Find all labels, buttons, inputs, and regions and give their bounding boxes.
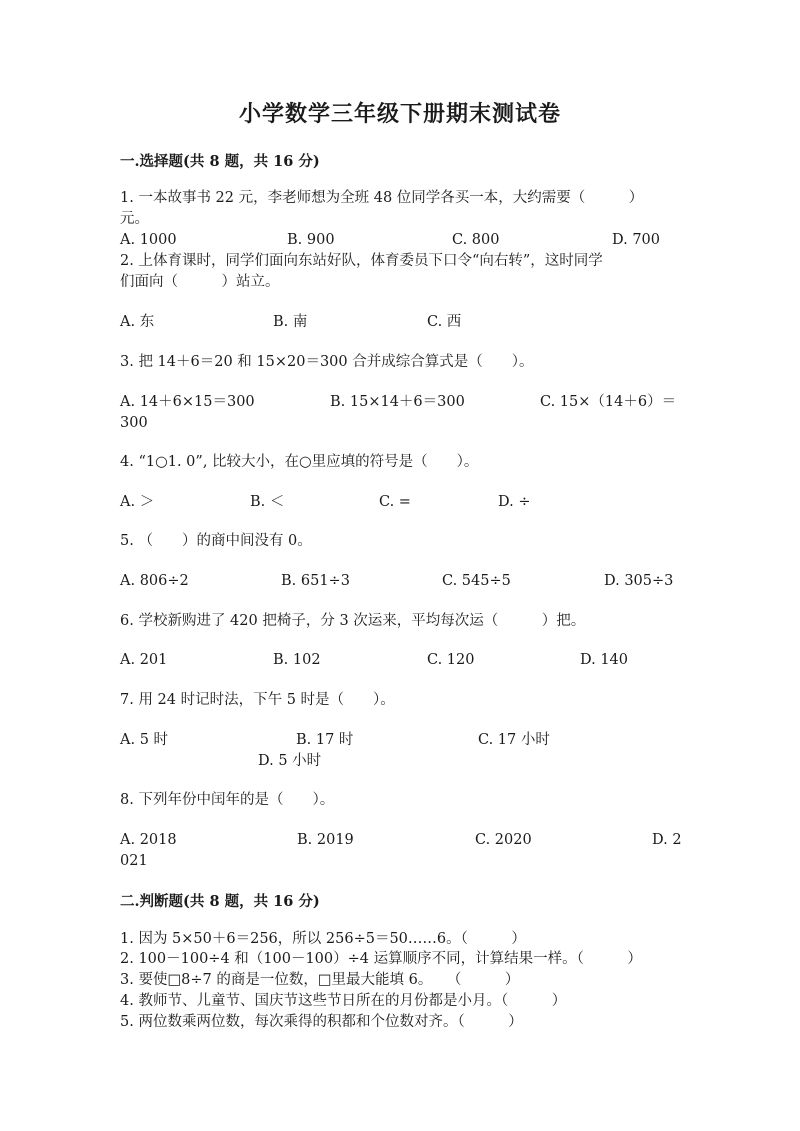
question-4-option-b: B. ＜ — [250, 494, 285, 510]
judgment-item: 2. 100－100÷4 和（100－100）÷4 运算顺序不同，计算结果一样。（ ） — [120, 951, 642, 967]
question-4-option-d: D. ÷ — [498, 494, 531, 510]
question-2-text: 2. 上体育课时，同学们面向东站好队，体育委员下口令“向右转”，这时同学 — [120, 253, 603, 269]
question-4-option-c: C. = — [379, 494, 411, 510]
question-2-option-b: B. 南 — [273, 314, 308, 330]
question-5-text: 5. （ ）的商中间没有 0。 — [120, 533, 312, 549]
question-7-option-b: B. 17 时 — [296, 732, 354, 748]
question-6-text: 6. 学校新购进了 420 把椅子，分 3 次运来，平均每次运（ ）把。 — [120, 613, 586, 629]
question-7-text: 7. 用 24 时记时法，下午 5 时是（ ）。 — [120, 692, 395, 708]
question-5-option-c: C. 545÷5 — [442, 573, 511, 589]
question-2-option-a: A. 东 — [120, 314, 155, 330]
question-7-option-d: D. 5 小时 — [258, 753, 322, 769]
question-5-option-b: B. 651÷3 — [281, 573, 350, 589]
question-2-text-cont: 们面向（ ）站立。 — [120, 274, 280, 290]
question-1-option-c: C. 800 — [452, 232, 500, 248]
judgment-item: 5. 两位数乘两位数，每次乘得的积都和个位数对齐。（ ） — [120, 1014, 523, 1030]
judgment-item: 3. 要使□8÷7 的商是一位数，□里最大能填 6。 （ ） — [120, 972, 520, 988]
question-1-text: 1. 一本故事书 22 元，李老师想为全班 48 位同学各买一本，大约需要（ ） — [120, 190, 644, 206]
question-7-option-a: A. 5 时 — [120, 732, 169, 748]
question-1-option-a: A. 1000 — [120, 232, 177, 248]
section-heading-choice: 一.选择题(共 8 题，共 16 分) — [120, 153, 320, 170]
question-3-option-b: B. 15×14＋6＝300 — [330, 394, 465, 410]
question-1-text-cont: 元。 — [120, 211, 149, 227]
question-7-option-c: C. 17 小时 — [478, 732, 550, 748]
question-6-option-a: A. 201 — [120, 652, 168, 668]
question-3-text: 3. 把 14＋6＝20 和 15×20＝300 合并成综合算式是（ ）。 — [120, 354, 534, 370]
question-8-option-a: A. 2018 — [120, 832, 177, 848]
judgment-item: 1. 因为 5×50＋6＝256，所以 256÷5＝50……6。（ ） — [120, 931, 526, 947]
question-1-option-b: B. 900 — [287, 232, 335, 248]
question-5-option-a: A. 806÷2 — [120, 573, 189, 589]
question-4-text: 4. “1○1. 0”, 比较大小，在○里应填的符号是（ ）。 — [120, 454, 479, 470]
question-8-option-d-cont: 021 — [120, 853, 148, 869]
question-8-text: 8. 下列年份中闰年的是（ ）。 — [120, 792, 335, 808]
judgment-item: 4. 教师节、儿童节、国庆节这些节日所在的月份都是小月。（ ） — [120, 993, 567, 1009]
question-8-option-b: B. 2019 — [297, 832, 354, 848]
question-6-option-b: B. 102 — [273, 652, 321, 668]
question-8-option-d: D. 2 — [652, 832, 682, 848]
question-1-option-d: D. 700 — [612, 232, 661, 248]
question-5-option-d: D. 305÷3 — [604, 573, 674, 589]
question-8-option-c: C. 2020 — [475, 832, 532, 848]
question-4-option-a: A. ＞ — [120, 494, 155, 510]
question-6-option-d: D. 140 — [580, 652, 629, 668]
question-3-option-c: C. 15×（14＋6）＝ — [540, 394, 677, 410]
section-heading-judgment: 二.判断题(共 8 题，共 16 分) — [120, 893, 320, 910]
question-3-option-c-cont: 300 — [120, 415, 148, 431]
page-title: 小学数学三年级下册期末测试卷 — [238, 101, 561, 127]
question-6-option-c: C. 120 — [427, 652, 475, 668]
question-3-option-a: A. 14＋6×15＝300 — [120, 394, 255, 410]
question-2-option-c: C. 西 — [427, 314, 462, 330]
